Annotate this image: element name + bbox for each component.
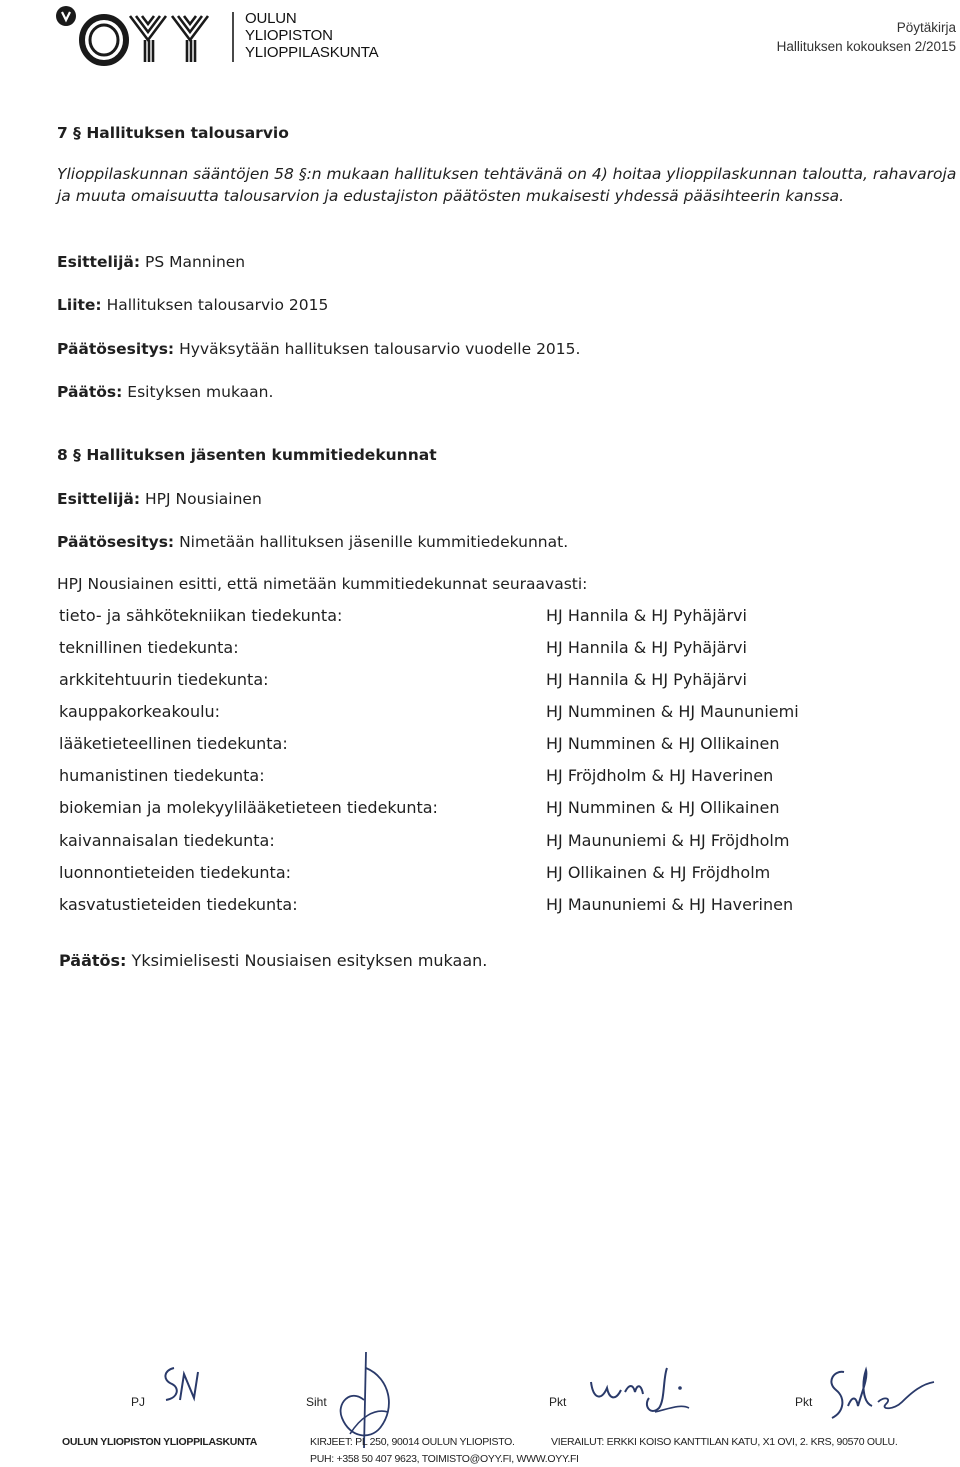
table-row (59, 766, 919, 790)
faculty-name: kaivannaisalan tiedekunta: (59, 831, 275, 850)
section-8-presenter (57, 488, 262, 510)
assigned-members: HJ Numminen & HJ Ollikainen (546, 734, 780, 753)
org-name (245, 10, 378, 61)
assigned-members: HJ Ollikainen & HJ Fröjdholm (546, 863, 771, 882)
assigned-members: HJ Fröjdholm & HJ Haverinen (546, 766, 774, 785)
section-7-intro: Ylioppilaskunnan sääntöjen 58 §:n mukaan hallituksen tehtävänä on 4) hoitaa ylioppilaskunnan taloutta, rahavaroja ja muuta omaisuutta talousarvion ja edustajiston päätösten mukaisesti yhdessä pääsihteerin kanssa. (57, 165, 957, 205)
doc-ref: Hallituksen kokouksen 2/2015 (776, 39, 956, 54)
attachment-label: Liite: (57, 296, 102, 314)
footer-visiting: VIERAILUT: ERKKI KOISO KANTTILAN KATU, X1 OVI, 2. KRS, 90570 OULU. (551, 1436, 898, 1448)
table-row (59, 734, 919, 758)
faculty-name: lääketieteellinen tiedekunta: (59, 734, 288, 753)
section-7-proposal (57, 338, 580, 360)
faculty-name: kasvatustieteiden tiedekunta: (59, 895, 298, 914)
section-7-attachment (57, 294, 328, 316)
faculty-name: kauppakorkeakoulu: (59, 702, 221, 721)
presenter-label: Esittelijä: (57, 490, 141, 508)
decision-label: Päätös: (59, 951, 127, 970)
presenter-value: HPJ Nousiainen (145, 490, 262, 508)
faculty-name: humanistinen tiedekunta: (59, 766, 265, 785)
assigned-members: HJ Hannila & HJ Pyhäjärvi (546, 670, 747, 689)
presenter-value: PS Manninen (145, 253, 246, 271)
decision-value: Esityksen mukaan. (127, 383, 274, 401)
proposal-value: Nimetään hallituksen jäsenille kummitiedekunnat. (179, 533, 569, 551)
org-line-3: YLIOPPILASKUNTA (245, 44, 379, 61)
pkt2-label: Pkt (795, 1395, 813, 1409)
proposal-value: Hyväksytään hallituksen talousarvio vuodelle 2015. (179, 340, 581, 358)
table-row (59, 606, 919, 630)
table-row (59, 831, 919, 855)
proposal-label: Päätösesitys: (57, 533, 175, 551)
assigned-members: HJ Numminen & HJ Maununiemi (546, 702, 799, 721)
document-meta (777, 18, 956, 56)
org-line-1: OULUN (245, 10, 297, 27)
assigned-members: HJ Hannila & HJ Pyhäjärvi (546, 638, 747, 657)
assigned-members: HJ Maununiemi & HJ Fröjdholm (546, 831, 790, 850)
proposal-label: Päätösesitys: (57, 340, 175, 358)
table-row (59, 702, 919, 726)
footer-contact: PUH: +358 50 407 9623, TOIMISTO@OYY.FI, WWW.OYY.FI (310, 1453, 579, 1465)
faculty-name: biokemian ja molekyylilääketieteen tiedekunta: (59, 798, 438, 817)
section-8-proposal (57, 531, 568, 553)
doc-type: Pöytäkirja (896, 20, 956, 35)
pj-label: PJ (131, 1395, 146, 1409)
pkt1-signature (585, 1362, 695, 1422)
faculty-name: luonnontieteiden tiedekunta: (59, 863, 292, 882)
presenter-label: Esittelijä: (57, 253, 141, 271)
section-8-decision (59, 950, 487, 972)
section-7-heading: 7 § Hallituksen talousarvio (57, 124, 289, 142)
pj-signature (150, 1360, 210, 1420)
faculty-name: arkkitehtuurin tiedekunta: (59, 670, 269, 689)
table-row (59, 670, 919, 694)
decision-label: Päätös: (57, 383, 123, 401)
decision-value: Yksimielisesti Nousiaisen esityksen mukaan. (131, 951, 488, 970)
pkt1-label: Pkt (549, 1395, 567, 1409)
section-7-presenter (57, 251, 245, 273)
faculty-name: teknillinen tiedekunta: (59, 638, 239, 657)
faculty-name: tieto- ja sähkötekniikan tiedekunta: (59, 606, 343, 625)
table-row (59, 798, 919, 822)
footer-org: OULUN YLIOPISTON YLIOPPILASKUNTA (62, 1436, 257, 1448)
section-8-heading: 8 § Hallituksen jäsenten kummitiedekunnat (57, 446, 437, 464)
section-7-decision (57, 381, 273, 403)
siht-label: Siht (306, 1395, 327, 1409)
assigned-members: HJ Hannila & HJ Pyhäjärvi (546, 606, 747, 625)
section-8-statement: HPJ Nousiainen esitti, että nimetään kummitiedekunnat seuraavasti: (57, 575, 588, 593)
table-row (59, 638, 919, 662)
assigned-members: HJ Numminen & HJ Ollikainen (546, 798, 780, 817)
footer-address: KIRJEET: PL 250, 90014 OULUN YLIOPISTO. (310, 1436, 515, 1448)
pkt2-signature (822, 1362, 942, 1426)
org-line-2: YLIOPISTON (245, 27, 333, 44)
table-row (59, 863, 919, 887)
table-row (59, 895, 919, 919)
attachment-value: Hallituksen talousarvio 2015 (106, 296, 329, 314)
assigned-members: HJ Maununiemi & HJ Haverinen (546, 895, 794, 914)
